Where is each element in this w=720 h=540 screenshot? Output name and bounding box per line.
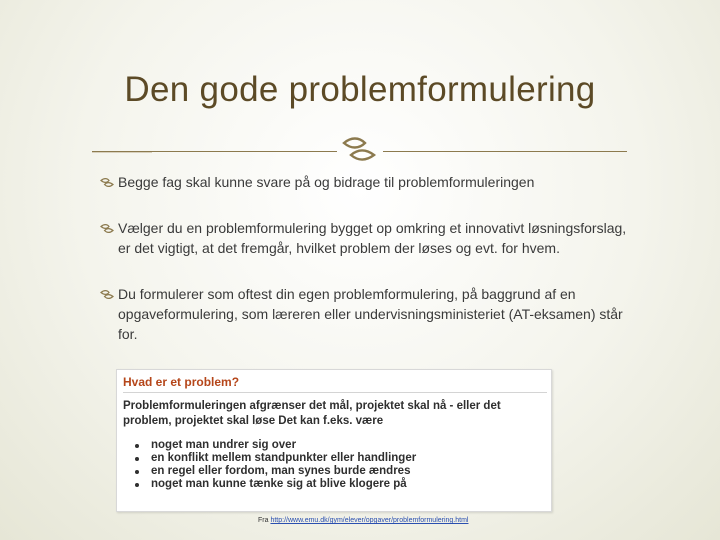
bullet-dot-icon [135, 457, 139, 461]
double-curve-bullet-icon [100, 289, 114, 300]
list-item-text: noget man kunne tænke sig at blive klogere på [151, 478, 407, 490]
list-item [133, 439, 551, 452]
bullet-item [100, 284, 640, 344]
screenshot-heading: Hvad er et problem? [123, 375, 240, 389]
list-item-text: en konflikt mellem standpunkter eller handlinger [151, 452, 417, 464]
bullet-dot-icon [135, 483, 139, 487]
double-curve-ornament-icon [341, 134, 379, 164]
list-item [133, 465, 551, 478]
source-link[interactable]: http://www.emu.dk/gym/elever/opgaver/problemformulering.html [270, 517, 469, 524]
embedded-screenshot [116, 369, 552, 512]
bullet-list [100, 172, 640, 370]
double-curve-bullet-icon [100, 223, 114, 234]
list-item-text: noget man undrer sig over [151, 439, 297, 451]
screenshot-list [123, 439, 551, 491]
bullet-text: Du formulerer som oftest din egen problemformulering, på baggrund af en opgaveformulering, som læreren eller undervisningsministeriet (AT-eksamen) står for. [118, 286, 623, 342]
source-prefix: Fra [258, 517, 269, 524]
list-item [133, 452, 551, 465]
bullet-dot-icon [135, 470, 139, 474]
list-item [133, 478, 551, 491]
bullet-text: Vælger du en problemformulering bygget op omkring et innovativt løsningsforslag, er det vigtigt, at det fremgår, hvilket problem der løses og evt. for hvem. [118, 220, 627, 256]
screenshot-paragraph: Problemformuleringen afgrænser det mål, projektet skal nå - eller det problem, projektet skal løse Det kan f.eks. være [123, 400, 501, 427]
bullet-item [100, 218, 640, 258]
double-curve-bullet-icon [100, 177, 114, 188]
list-item-text: en regel eller fordom, man synes burde ændres [151, 465, 411, 477]
bullet-text: Begge fag skal kunne svare på og bidrage til problemformuleringen [118, 174, 535, 190]
slide-title: Den gode problemformulering [124, 70, 596, 109]
title-rule-right [383, 151, 627, 152]
title-rule-shadow [92, 152, 152, 153]
bullet-dot-icon [135, 444, 139, 448]
screenshot-divider [123, 392, 547, 393]
source-caption [258, 517, 468, 524]
bullet-item [100, 172, 640, 192]
